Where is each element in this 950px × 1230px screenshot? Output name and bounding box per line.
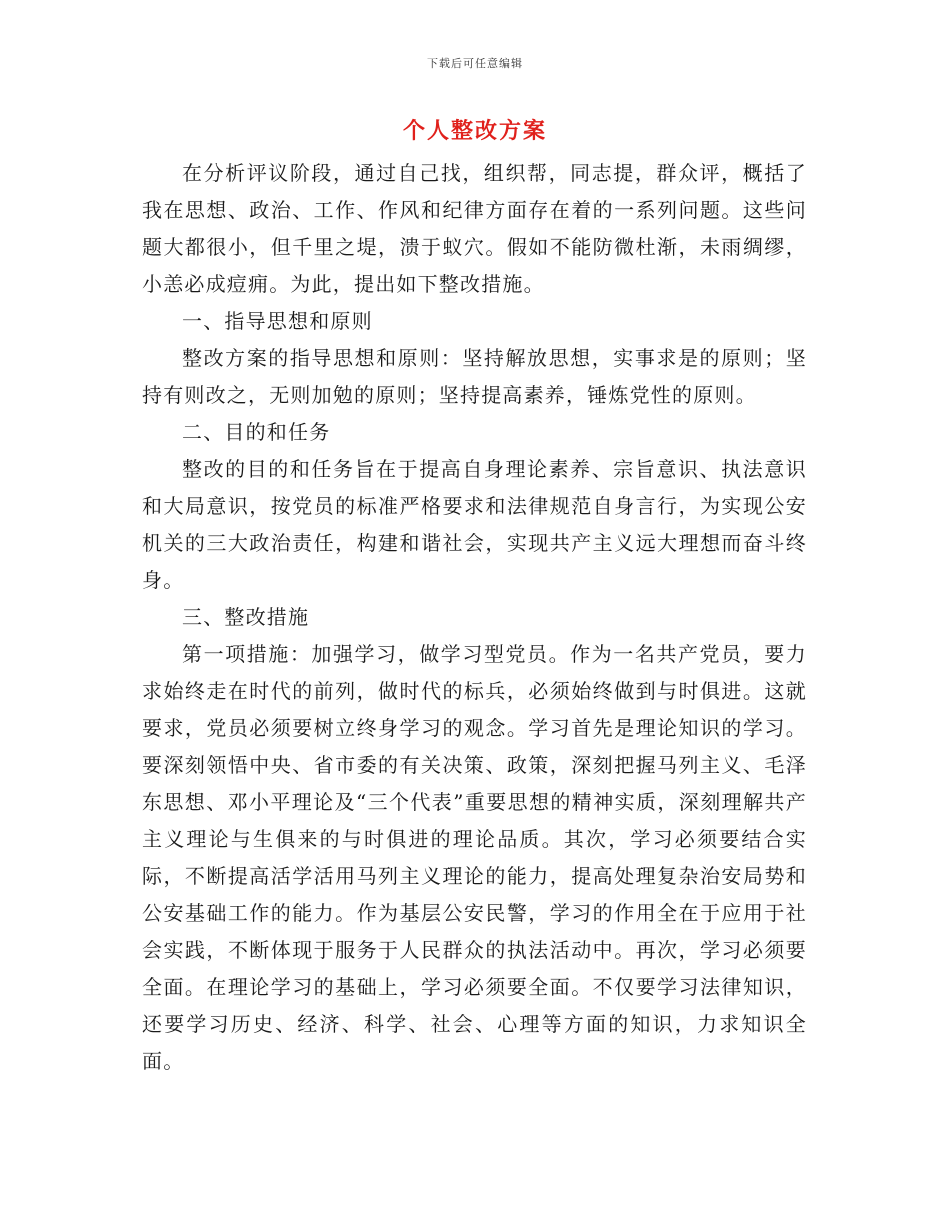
- paragraph-measure-one: 第一项措施：加强学习，做学习型党员。作为一名共产党员，要力求始终走在时代的前列，做时代的标兵，必须始终做到与时俱进。这就要求，党员必须要树立终身学习的观念。学习首先是理论知识的学习。要深刻领悟中央、省市委的有关决策、政策，深刻把握马列主义、毛泽东思想、邓小平理论及“三个代表”重要思想的精神实质，深刻理解共产主义理论与生俱来的与时俱进的理论品质。其次，学习必须要结合实际，不断提高活学活用马列主义理论的能力，提高处理复杂治安局势和公安基础工作的能力。作为基层公安民警，学习的作用全在于应用于社会实践，不断体现于服务于人民群众的执法活动中。再次，学习必须要全面。在理论学习的基础上，学习必须要全面。不仅要学习法律知识，还要学习历史、经济、科学、社会、心理等方面的知识，力求知识全面。: [142, 642, 807, 1073]
- page-header-note: 下载后可任意编辑: [427, 57, 523, 70]
- section-heading-guiding-principles: 一、指导思想和原则: [182, 309, 373, 333]
- paragraph-goals-tasks: 整改的目的和任务旨在于提高自身理论素养、宗旨意识、执法意识和大局意识，按党员的标准严格要求和法律规范自身言行，为实现公安机关的三大政治责任，构建和谐社会，实现共产主义远大理想而奋斗终身。: [142, 457, 807, 592]
- paragraph-guiding-principles: 整改方案的指导思想和原则：坚持解放思想，实事求是的原则；坚持有则改之，无则加勉的原则；坚持提高素养，锤炼党性的原则。: [142, 346, 807, 407]
- document-title: 个人整改方案: [402, 119, 547, 144]
- section-heading-goals-tasks: 二、目的和任务: [182, 420, 331, 444]
- document-body: [142, 155, 807, 1080]
- section-heading-measures: 三、整改措施: [182, 605, 310, 629]
- paragraph-intro: 在分析评议阶段，通过自己找，组织帮，同志提，群众评，概括了我在思想、政治、工作、作风和纪律方面存在着的一系列问题。这些问题大都很小，但千里之堤，溃于蚁穴。假如不能防微杜渐，未雨绸缪，小恙必成痘痈。为此，提出如下整改措施。: [142, 161, 807, 296]
